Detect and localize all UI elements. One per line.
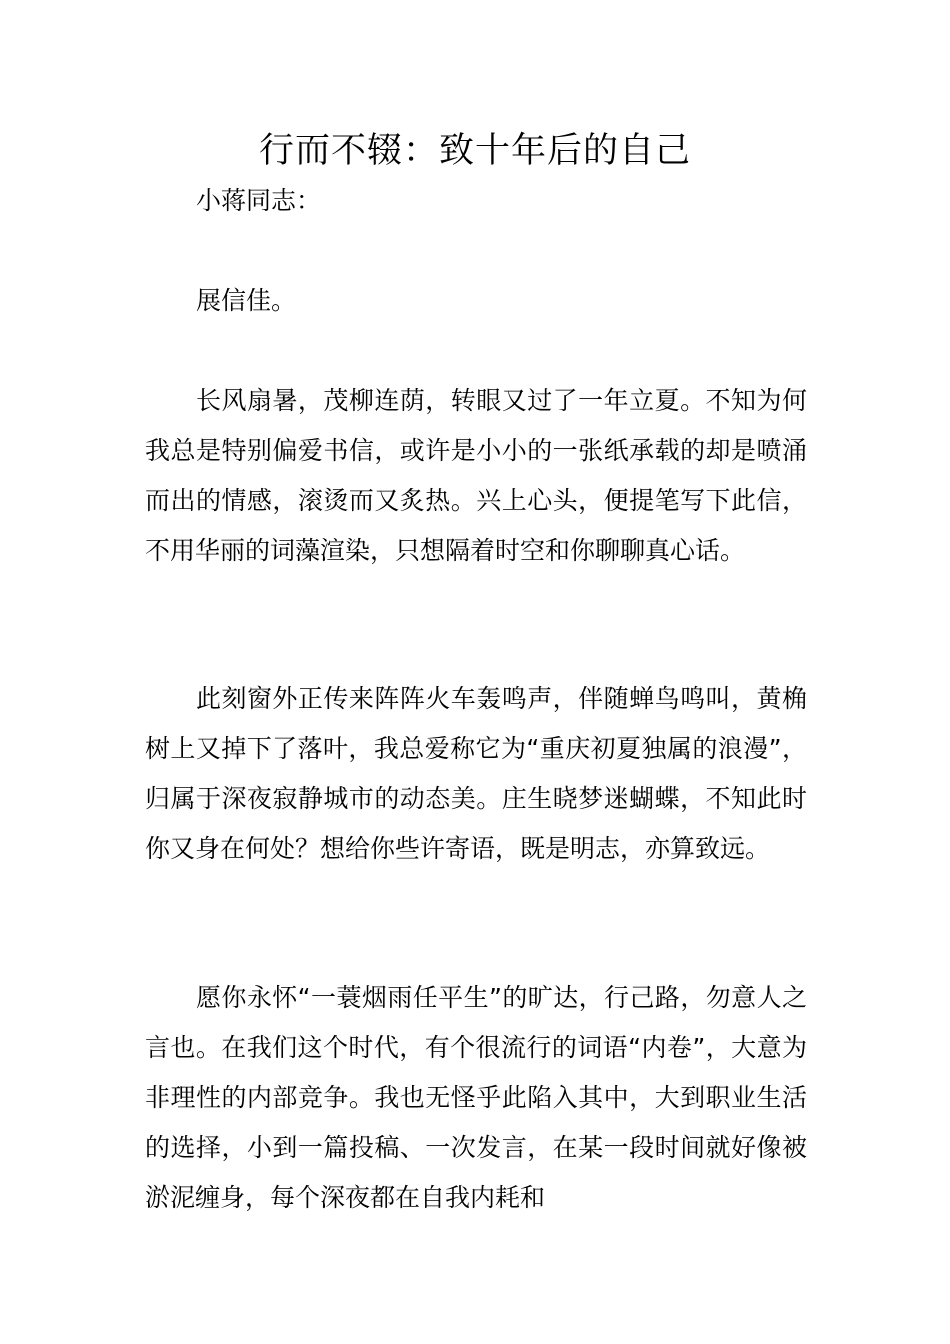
- paragraph-2: 此刻窗外正传来阵阵火车轰鸣声，伴随蝉鸟鸣叫，黄桷树上又掉下了落叶，我总爱称它为“重庆初夏独属的浪漫”，归属于深夜寂静城市的动态美。庄生晓梦迷蝴蝶，不知此时你又身在何处？想给你些许寄语，既是明志，亦算致远。: [145, 684, 807, 863]
- document-title: 行而不辍：致十年后的自己: [258, 131, 691, 171]
- paragraph-3: 愿你永怀“一蓑烟雨任平生”的旷达，行己路，勿意人之言也。在我们这个时代，有个很流行的词语“内卷”，大意为非理性的内部竞争。我也无怪乎此陷入其中，大到职业生活的选择，小到一篇投稿、一次发言，在某一段时间就好像被淤泥缠身，每个深夜都在自我内耗和: [145, 983, 807, 1212]
- salutation: 小蒋同志：: [196, 186, 322, 215]
- paragraph-1: 长风扇暑，茂柳连荫，转眼又过了一年立夏。不知为何我总是特别偏爱书信，或许是小小的一张纸承载的却是喷涌而出的情感，滚烫而又炙热。兴上心头，便提笔写下此信，不用华丽的词藻渲染，只想隔着时空和你聊聊真心话。: [145, 386, 807, 565]
- paragraph-greeting: 展信佳。: [196, 286, 297, 315]
